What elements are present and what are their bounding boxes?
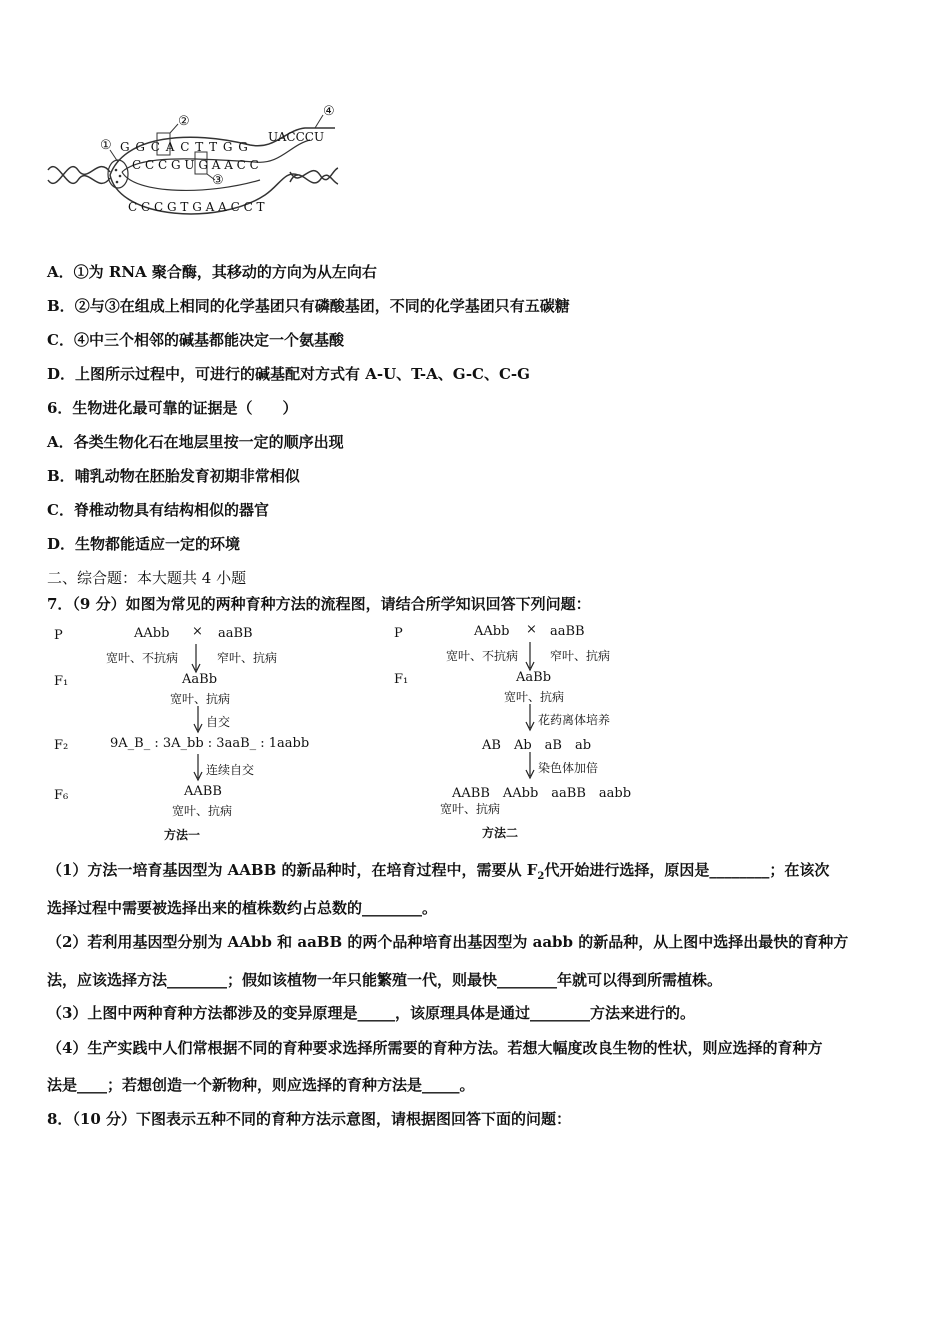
- method-2-flowchart: [390, 620, 690, 845]
- q7-sub2-line1: （2）若利用基因型分别为 AAbb 和 aaBB 的两个品种培育出基因型为 aabb 的新品种，从上图中选择出最快的育种方: [47, 933, 849, 951]
- trait1: 宽叶、不抗病: [106, 651, 179, 665]
- trait2: 窄叶、抗病: [550, 649, 611, 663]
- label-2: ②: [178, 114, 190, 129]
- q6-stem: 6．生物进化最可靠的证据是（ ）: [47, 399, 298, 417]
- dna-transcription-figure: [40, 100, 340, 225]
- q6-option-c: C．脊椎动物具有结构相似的器官: [47, 501, 269, 519]
- q5-option-c: C．④中三个相邻的碱基都能决定一个氨基酸: [47, 331, 344, 349]
- gen-f2: F₂: [54, 738, 69, 753]
- cross-sign: ×: [526, 622, 537, 637]
- f6-genotype: AABB: [184, 784, 222, 799]
- top-strand-bases: G G C A C T T G G: [120, 140, 249, 154]
- gametes: AB Ab aB ab: [482, 738, 592, 753]
- section-2-heading: 二、综合题：本大题共 4 小题: [47, 569, 247, 587]
- final-genotypes: AABB AAbb aaBB aabb: [452, 786, 632, 801]
- parent1: AAbb: [474, 624, 510, 639]
- trait1: 宽叶、不抗病: [446, 649, 519, 663]
- f1-trait: 宽叶、抗病: [170, 692, 231, 706]
- step-selfing: 自交: [206, 715, 231, 729]
- f1-trait: 宽叶、抗病: [504, 690, 565, 704]
- step-anther-culture: 花药离体培养: [538, 713, 611, 727]
- gen-p: P: [54, 628, 63, 643]
- step-chromosome-doubling: 染色体加倍: [538, 761, 599, 775]
- q6-option-b: B．哺乳动物在胚胎发育初期非常相似: [47, 467, 300, 485]
- mid-strand-bases: C C C G U G A A C C: [132, 158, 259, 172]
- q5-option-d: D．上图所示过程中，可进行的碱基配对方式有 A-U、T-A、G-C、C-G: [47, 365, 530, 383]
- q7-sub4-line1: （4）生产实践中人们常根据不同的育种要求选择所需要的育种方法。若想大幅度改良生物的性状，则应选择的育种方: [47, 1039, 823, 1057]
- parent1: AAbb: [134, 626, 170, 641]
- q7-sub2-line2: 法，应该选择方法________；假如该植物一年只能繁殖一代，则最快________年就可以得到所需植株。: [47, 971, 723, 989]
- rna-tail-bases: UACCCU: [268, 130, 325, 144]
- q7-sub3-line1: （3）上图中两种育种方法都涉及的变异原理是_____，该原理具体是通过________方法来进行的。: [47, 1004, 695, 1022]
- method-1-title: 方法一: [164, 828, 201, 842]
- q7-sub4-line2: 法是____；若想创造一个新物种，则应选择的育种方法是_____。: [47, 1076, 475, 1094]
- parent2: aaBB: [218, 626, 253, 641]
- gen-p: P: [394, 626, 403, 641]
- q6-option-d: D．生物都能适应一定的环境: [47, 535, 241, 553]
- label-1: ①: [100, 138, 112, 153]
- gen-f1: F₁: [54, 674, 69, 689]
- f6-trait: 宽叶、抗病: [172, 804, 233, 818]
- final-trait: 宽叶、抗病: [440, 802, 501, 816]
- f1-genotype: AaBb: [182, 672, 218, 687]
- label-3: ③: [212, 173, 224, 188]
- q5-option-a: A．①为 RNA 聚合酶，其移动的方向为从左向右: [47, 263, 377, 281]
- parent2: aaBB: [550, 624, 585, 639]
- gen-f1: F₁: [394, 672, 409, 687]
- q8-stem: 8．（10 分）下图表示五种不同的育种方法示意图，请根据图回答下面的问题：: [47, 1110, 572, 1128]
- arrow-down-icon: [524, 752, 536, 780]
- q7-stem: 7．（9 分）如图为常见的两种育种方法的流程图，请结合所学知识回答下列问题：: [47, 595, 591, 613]
- q7-sub1-line1: （1）方法一培育基因型为 AABB 的新品种时，在培育过程中，需要从 $F_2$代开始进行选择，原因是________；在该次: [47, 861, 830, 882]
- label-4: ④: [323, 104, 335, 119]
- trait2: 窄叶、抗病: [217, 651, 278, 665]
- q6-option-a: A．各类生物化石在地层里按一定的顺序出现: [47, 433, 344, 451]
- arrow-down-icon: [524, 642, 536, 672]
- q5-option-b: B．②与③在组成上相同的化学基团只有磷酸基团，不同的化学基团只有五碳糖: [47, 297, 570, 315]
- method-2-title: 方法二: [482, 826, 519, 840]
- q7-sub1-line2: 选择过程中需要被选择出来的植株数约占总数的________。: [47, 899, 438, 917]
- f2-ratio: 9A_B_ : 3A_bb : 3aaB_ : 1aabb: [110, 736, 310, 751]
- step-continuous-selfing: 连续自交: [206, 763, 255, 777]
- cross-sign: ×: [192, 624, 203, 639]
- arrow-down-icon: [190, 644, 202, 674]
- f1-genotype: AaBb: [516, 670, 552, 685]
- arrow-down-icon: [524, 704, 536, 732]
- arrow-down-icon: [192, 754, 204, 782]
- gen-f6: F₆: [54, 788, 69, 803]
- method-1-flowchart: [50, 622, 380, 847]
- bottom-strand-bases: C C C G T G A A C C T: [128, 200, 265, 214]
- arrow-down-icon: [192, 706, 204, 734]
